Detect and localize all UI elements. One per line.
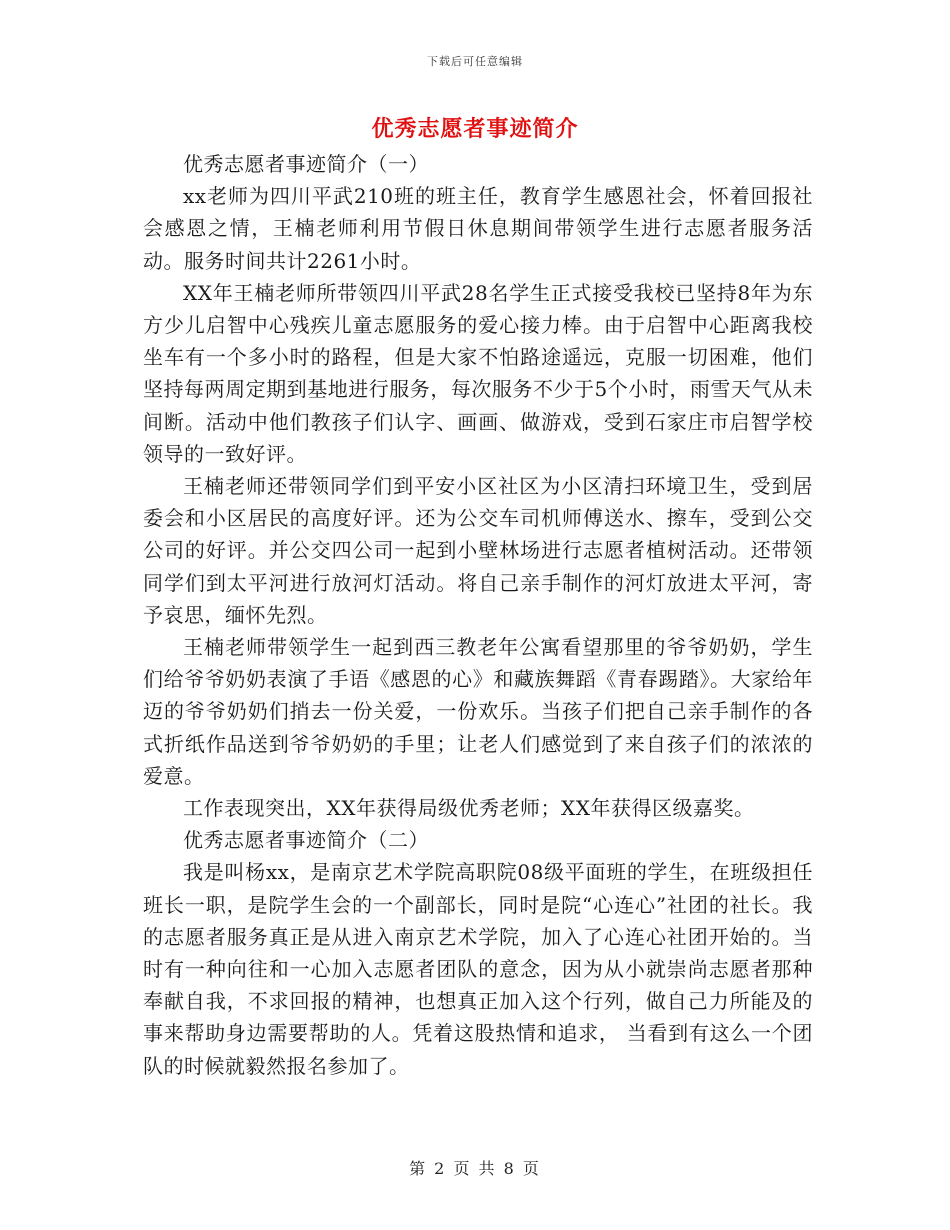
document-body (143, 148, 813, 1082)
header-note: 下载后可任意编辑 (427, 55, 523, 68)
section-heading-two: 优秀志愿者事迹简介（二） (183, 828, 429, 853)
paragraph-intro: xx老师为四川平武210班的班主任，教育学生感恩社会，怀着回报社会感恩之情，王楠老师利用节假日休息期间带领学生进行志愿者服务活动。服务时间共计2261小时。 (143, 184, 813, 273)
paragraph-community: 王楠老师还带领同学们到平安小区社区为小区清扫环境卫生，受到居委会和小区居民的高度好评。还为公交车司机师傅送水、擦车，受到公交公司的好评。并公交四公司一起到小壁林场进行志愿者植树活动。还带领同学们到太平河进行放河灯活动。将自己亲手制作的河灯放进太平河，寄予哀思，缅怀先烈。 (143, 474, 813, 627)
paragraph-elderly-visit: 王楠老师带领学生一起到西三教老年公寓看望那里的爷爷奶奶，学生们给爷爷奶奶表演了手语《感恩的心》和藏族舞蹈《青春踢踏》。大家给年迈的爷爷奶奶们捎去一份关爱，一份欢乐。当孩子们把自己亲手制作的各式折纸作品送到爷爷奶奶的手里；让老人们感觉到了来自孩子们的浓浓的爱意。 (143, 635, 813, 788)
paragraph-awards: 工作表现突出，XX年获得局级优秀老师；XX年获得区级嘉奖。 (183, 796, 755, 821)
paragraph-self-intro: 我是叫杨xx，是南京艺术学院高职院08级平面班的学生，在班级担任班长一职，是院学生会的一个副部长，同时是院“心连心”社团的社长。我的志愿者服务真正是从进入南京艺术学院，加入了心连心社团开始的。当时有一种向往和一心加入志愿者团队的意念，因为从小就崇尚志愿者那种奉献自我，不求回报的精神，也想真正加入这个行列，做自己力所能及的事来帮助身边需要帮助的人。凭着这股热情和追求， 当看到有这么一个团队的时候就毅然报名参加了。 (143, 860, 813, 1078)
section-heading-one: 优秀志愿者事迹简介（一） (183, 152, 429, 176)
paragraph-service: XX年王楠老师所带领四川平武28名学生正式接受我校已坚持8年为东方少儿启智中心残疾儿童志愿服务的爱心接力棒。由于启智中心距离我校坐车有一个多小时的路程，但是大家不怕路途遥远，克服一切困难，他们坚持每两周定期到基地进行服务，每次服务不少于5个小时，雨雪天气从未间断。活动中他们教孩子们认字、画画、做游戏，受到石家庄市启智学校领导的一致好评。 (143, 280, 813, 466)
document-title: 优秀志愿者事迹简介 (371, 116, 579, 142)
page-number-footer: 第 2 页 共 8 页 (409, 1159, 541, 1178)
